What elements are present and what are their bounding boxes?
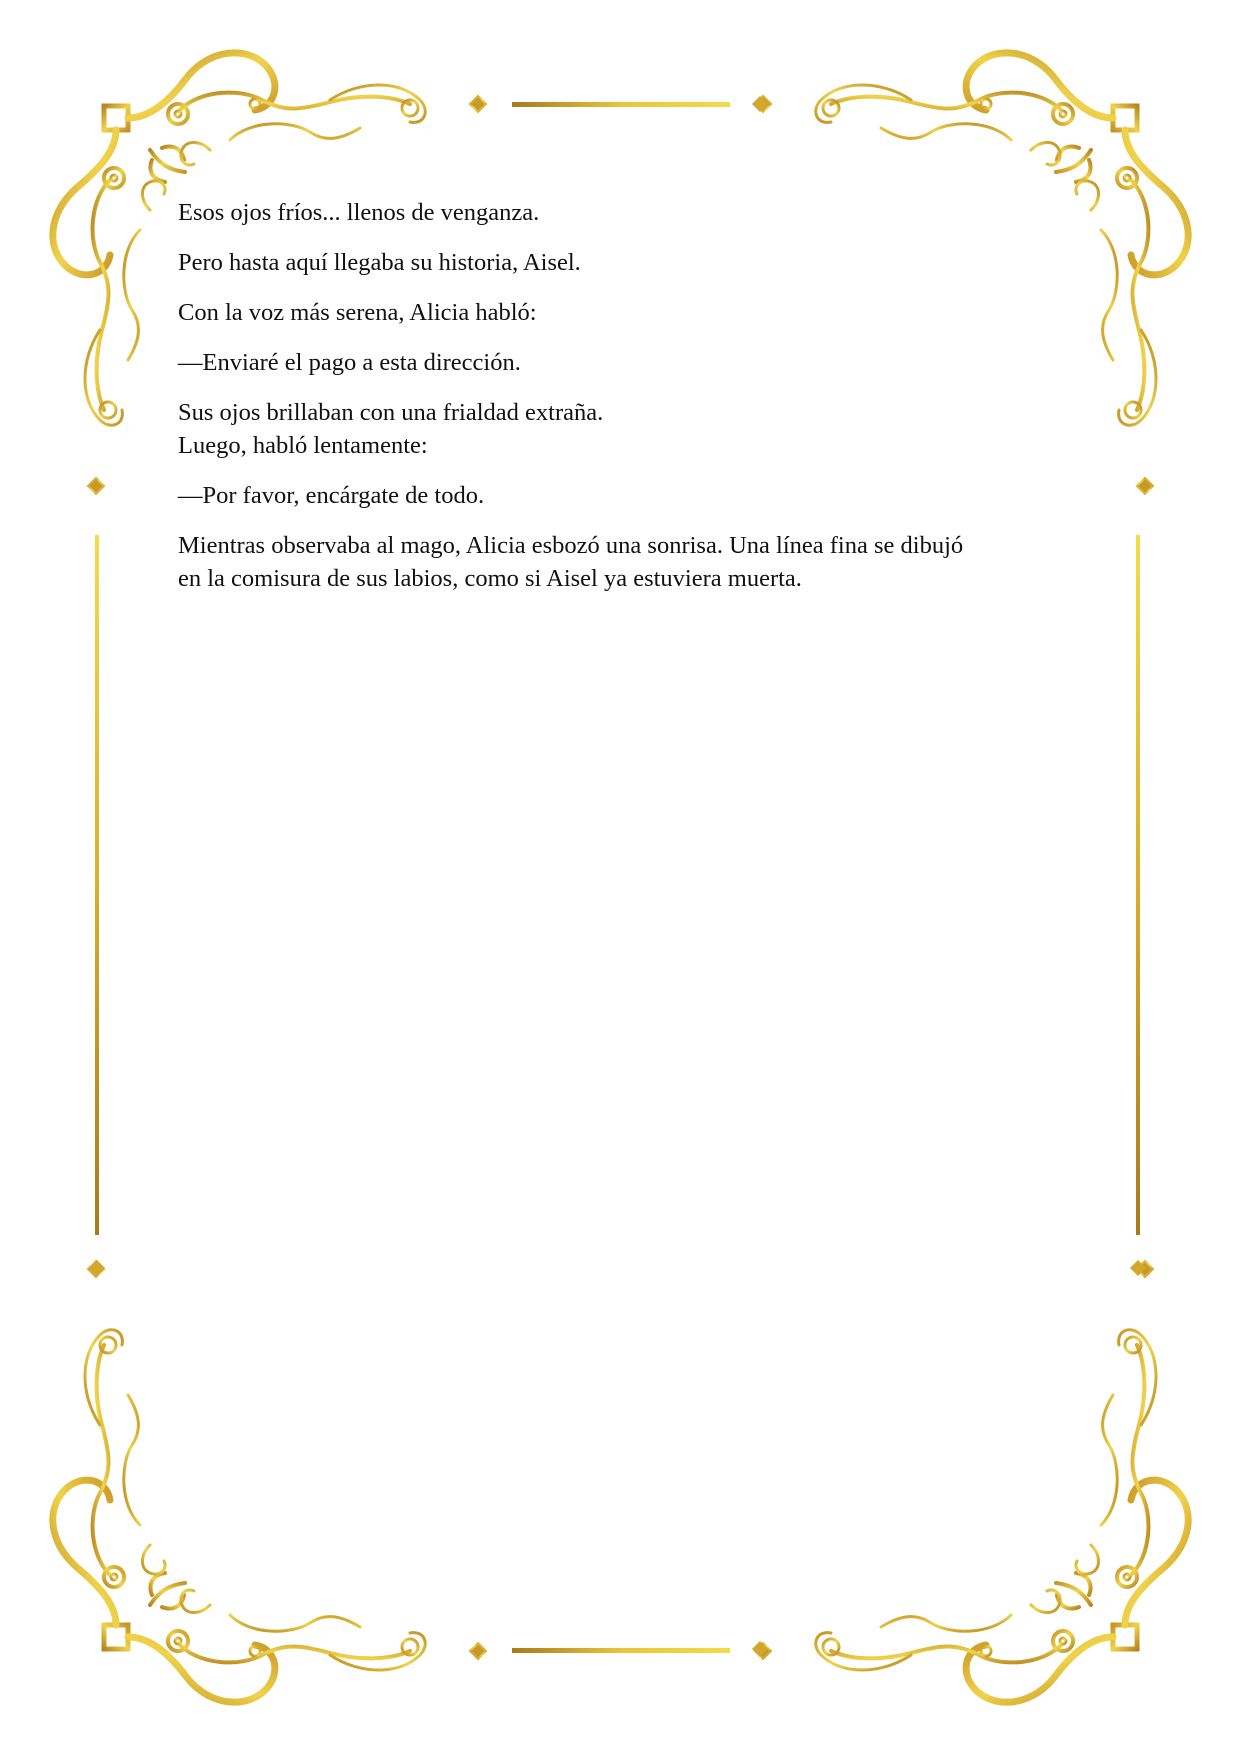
text-line: Luego, habló lentamente: [178, 432, 428, 459]
text-line: Esos ojos fríos... llenos de venganza. [178, 199, 540, 226]
frame-corner-bottom-left [53, 1261, 486, 1702]
paragraph [178, 246, 1068, 279]
paragraph [178, 346, 1068, 379]
text-line: Pero hasta aquí llegaba su historia, Aisel. [178, 249, 581, 276]
story-text [178, 196, 1068, 612]
paragraph [178, 396, 1068, 462]
text-line: Mientras observaba al mago, Alicia esbozó una sonrisa. Una línea fina se dibujó [178, 532, 964, 559]
paragraph [178, 196, 1068, 229]
text-line: en la comisura de sus labios, como si Aisel ya estuviera muerta. [178, 565, 802, 592]
text-line: —Por favor, encárgate de todo. [178, 482, 485, 509]
paragraph [178, 296, 1068, 329]
frame-corner-bottom-right [755, 1261, 1188, 1702]
text-line: —Enviaré el pago a esta dirección. [178, 349, 521, 376]
paragraph [178, 529, 1068, 595]
text-line: Con la voz más serena, Alicia habló: [178, 299, 537, 326]
paragraph [178, 479, 1068, 512]
text-line: Sus ojos brillaban con una frialdad extraña. [178, 399, 604, 426]
